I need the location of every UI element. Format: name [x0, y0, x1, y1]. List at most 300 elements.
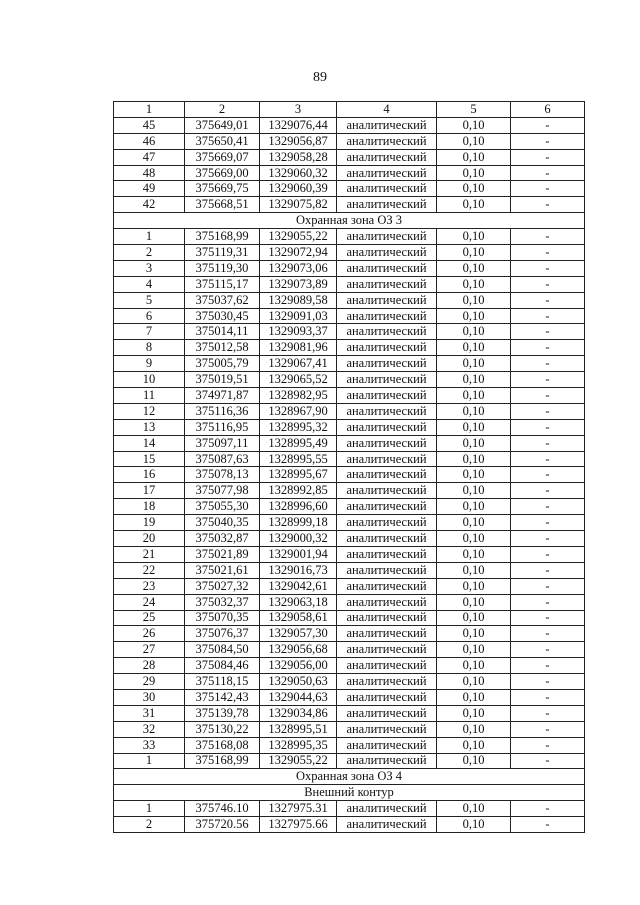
header-cell-2: 2 [185, 102, 260, 118]
accuracy-cell: 0,10 [437, 737, 511, 753]
point-number-cell: 32 [114, 721, 185, 737]
accuracy-cell: 0,10 [437, 292, 511, 308]
y-coordinate-cell: 1329058,28 [260, 149, 337, 165]
point-number-cell: 22 [114, 562, 185, 578]
table-row [114, 594, 585, 610]
y-coordinate-cell: 1328967,90 [260, 403, 337, 419]
accuracy-cell: 0,10 [437, 546, 511, 562]
method-cell: аналитический [337, 372, 437, 388]
point-number-cell: 45 [114, 117, 185, 133]
y-coordinate-cell: 1329073,89 [260, 276, 337, 292]
method-cell: аналитический [337, 229, 437, 245]
table-row [114, 435, 585, 451]
x-coordinate-cell: 375012,58 [185, 340, 260, 356]
note-cell: - [511, 292, 585, 308]
accuracy-cell: 0,10 [437, 689, 511, 705]
accuracy-cell: 0,10 [437, 276, 511, 292]
y-coordinate-cell: 1329055,22 [260, 229, 337, 245]
table-row [114, 229, 585, 245]
accuracy-cell: 0,10 [437, 467, 511, 483]
method-cell: аналитический [337, 149, 437, 165]
table-row [114, 260, 585, 276]
table-row [114, 705, 585, 721]
note-cell: - [511, 451, 585, 467]
x-coordinate-cell: 375027,32 [185, 578, 260, 594]
point-number-cell: 46 [114, 133, 185, 149]
accuracy-cell: 0,10 [437, 610, 511, 626]
point-number-cell: 19 [114, 515, 185, 531]
point-number-cell: 23 [114, 578, 185, 594]
y-coordinate-cell: 1327975.66 [260, 817, 337, 833]
point-number-cell: 28 [114, 658, 185, 674]
x-coordinate-cell: 375119,30 [185, 260, 260, 276]
y-coordinate-cell: 1328992,85 [260, 483, 337, 499]
x-coordinate-cell: 375668,51 [185, 197, 260, 213]
accuracy-cell: 0,10 [437, 483, 511, 499]
y-coordinate-cell: 1327975.31 [260, 801, 337, 817]
accuracy-cell: 0,10 [437, 372, 511, 388]
method-cell: аналитический [337, 117, 437, 133]
y-coordinate-cell: 1329067,41 [260, 356, 337, 372]
y-coordinate-cell: 1328995,67 [260, 467, 337, 483]
method-cell: аналитический [337, 276, 437, 292]
x-coordinate-cell: 375746.10 [185, 801, 260, 817]
table-row [114, 276, 585, 292]
method-cell: аналитический [337, 451, 437, 467]
note-cell: - [511, 499, 585, 515]
method-cell: аналитический [337, 419, 437, 435]
table-row [114, 467, 585, 483]
method-cell: аналитический [337, 181, 437, 197]
table-row [114, 721, 585, 737]
point-number-cell: 27 [114, 642, 185, 658]
point-number-cell: 6 [114, 308, 185, 324]
point-number-cell: 15 [114, 451, 185, 467]
note-cell: - [511, 388, 585, 404]
x-coordinate-cell: 375019,51 [185, 372, 260, 388]
note-cell: - [511, 181, 585, 197]
header-row [114, 102, 585, 118]
note-cell: - [511, 546, 585, 562]
point-number-cell: 1 [114, 753, 185, 769]
accuracy-cell: 0,10 [437, 245, 511, 261]
point-number-cell: 1 [114, 801, 185, 817]
y-coordinate-cell: 1329056,87 [260, 133, 337, 149]
note-cell: - [511, 594, 585, 610]
y-coordinate-cell: 1329058,61 [260, 610, 337, 626]
section-row [114, 785, 585, 801]
y-coordinate-cell: 1328982,95 [260, 388, 337, 404]
table-row [114, 578, 585, 594]
accuracy-cell: 0,10 [437, 149, 511, 165]
table-row [114, 801, 585, 817]
note-cell: - [511, 515, 585, 531]
table-row [114, 356, 585, 372]
accuracy-cell: 0,10 [437, 594, 511, 610]
y-coordinate-cell: 1328995,49 [260, 435, 337, 451]
method-cell: аналитический [337, 737, 437, 753]
x-coordinate-cell: 375720.56 [185, 817, 260, 833]
y-coordinate-cell: 1329076,44 [260, 117, 337, 133]
note-cell: - [511, 276, 585, 292]
note-cell: - [511, 133, 585, 149]
point-number-cell: 18 [114, 499, 185, 515]
note-cell: - [511, 737, 585, 753]
note-cell: - [511, 340, 585, 356]
accuracy-cell: 0,10 [437, 451, 511, 467]
note-cell: - [511, 721, 585, 737]
note-cell: - [511, 245, 585, 261]
x-coordinate-cell: 375130,22 [185, 721, 260, 737]
method-cell: аналитический [337, 340, 437, 356]
point-number-cell: 5 [114, 292, 185, 308]
method-cell: аналитический [337, 801, 437, 817]
table-row [114, 610, 585, 626]
method-cell: аналитический [337, 308, 437, 324]
x-coordinate-cell: 375142,43 [185, 689, 260, 705]
table-row [114, 451, 585, 467]
method-cell: аналитический [337, 546, 437, 562]
point-number-cell: 20 [114, 531, 185, 547]
table-row [114, 753, 585, 769]
table-row [114, 133, 585, 149]
accuracy-cell: 0,10 [437, 753, 511, 769]
note-cell: - [511, 674, 585, 690]
header-cell-6: 6 [511, 102, 585, 118]
method-cell: аналитический [337, 515, 437, 531]
y-coordinate-cell: 1329072,94 [260, 245, 337, 261]
method-cell: аналитический [337, 483, 437, 499]
note-cell: - [511, 705, 585, 721]
note-cell: - [511, 356, 585, 372]
x-coordinate-cell: 375116,95 [185, 419, 260, 435]
accuracy-cell: 0,10 [437, 388, 511, 404]
point-number-cell: 29 [114, 674, 185, 690]
note-cell: - [511, 403, 585, 419]
accuracy-cell: 0,10 [437, 531, 511, 547]
header-cell-1: 1 [114, 102, 185, 118]
point-number-cell: 33 [114, 737, 185, 753]
table-row [114, 324, 585, 340]
x-coordinate-cell: 375119,31 [185, 245, 260, 261]
y-coordinate-cell: 1329091,03 [260, 308, 337, 324]
x-coordinate-cell: 375077,98 [185, 483, 260, 499]
y-coordinate-cell: 1328999,18 [260, 515, 337, 531]
accuracy-cell: 0,10 [437, 403, 511, 419]
accuracy-cell: 0,10 [437, 705, 511, 721]
table-row [114, 149, 585, 165]
note-cell: - [511, 165, 585, 181]
x-coordinate-cell: 375005,79 [185, 356, 260, 372]
x-coordinate-cell: 375076,37 [185, 626, 260, 642]
x-coordinate-cell: 375032,87 [185, 531, 260, 547]
x-coordinate-cell: 375021,89 [185, 546, 260, 562]
point-number-cell: 21 [114, 546, 185, 562]
x-coordinate-cell: 375669,00 [185, 165, 260, 181]
point-number-cell: 9 [114, 356, 185, 372]
table-row [114, 372, 585, 388]
x-coordinate-cell: 375084,50 [185, 642, 260, 658]
table-row [114, 165, 585, 181]
note-cell: - [511, 229, 585, 245]
y-coordinate-cell: 1329081,96 [260, 340, 337, 356]
table-row [114, 117, 585, 133]
method-cell: аналитический [337, 721, 437, 737]
x-coordinate-cell: 375650,41 [185, 133, 260, 149]
point-number-cell: 42 [114, 197, 185, 213]
accuracy-cell: 0,10 [437, 562, 511, 578]
accuracy-cell: 0,10 [437, 515, 511, 531]
point-number-cell: 1 [114, 229, 185, 245]
method-cell: аналитический [337, 562, 437, 578]
x-coordinate-cell: 375055,30 [185, 499, 260, 515]
accuracy-cell: 0,10 [437, 674, 511, 690]
table-row [114, 642, 585, 658]
method-cell: аналитический [337, 435, 437, 451]
accuracy-cell: 0,10 [437, 626, 511, 642]
accuracy-cell: 0,10 [437, 578, 511, 594]
note-cell: - [511, 197, 585, 213]
table-row [114, 388, 585, 404]
y-coordinate-cell: 1329089,58 [260, 292, 337, 308]
y-coordinate-cell: 1329073,06 [260, 260, 337, 276]
x-coordinate-cell: 375084,46 [185, 658, 260, 674]
y-coordinate-cell: 1329075,82 [260, 197, 337, 213]
method-cell: аналитический [337, 499, 437, 515]
accuracy-cell: 0,10 [437, 260, 511, 276]
coordinates-table [113, 101, 585, 833]
method-cell: аналитический [337, 245, 437, 261]
accuracy-cell: 0,10 [437, 181, 511, 197]
note-cell: - [511, 117, 585, 133]
accuracy-cell: 0,10 [437, 721, 511, 737]
note-cell: - [511, 642, 585, 658]
x-coordinate-cell: 375021,61 [185, 562, 260, 578]
point-number-cell: 48 [114, 165, 185, 181]
note-cell: - [511, 483, 585, 499]
note-cell: - [511, 626, 585, 642]
point-number-cell: 2 [114, 245, 185, 261]
note-cell: - [511, 753, 585, 769]
point-number-cell: 16 [114, 467, 185, 483]
y-coordinate-cell: 1329055,22 [260, 753, 337, 769]
accuracy-cell: 0,10 [437, 817, 511, 833]
y-coordinate-cell: 1328995,51 [260, 721, 337, 737]
method-cell: аналитический [337, 388, 437, 404]
x-coordinate-cell: 374971,87 [185, 388, 260, 404]
method-cell: аналитический [337, 658, 437, 674]
note-cell: - [511, 689, 585, 705]
y-coordinate-cell: 1329001,94 [260, 546, 337, 562]
accuracy-cell: 0,10 [437, 419, 511, 435]
method-cell: аналитический [337, 642, 437, 658]
x-coordinate-cell: 375168,99 [185, 753, 260, 769]
table-row [114, 403, 585, 419]
table-row [114, 562, 585, 578]
note-cell: - [511, 562, 585, 578]
method-cell: аналитический [337, 578, 437, 594]
point-number-cell: 2 [114, 817, 185, 833]
x-coordinate-cell: 375669,07 [185, 149, 260, 165]
point-number-cell: 13 [114, 419, 185, 435]
table-row [114, 737, 585, 753]
method-cell: аналитический [337, 197, 437, 213]
table-row [114, 181, 585, 197]
note-cell: - [511, 419, 585, 435]
accuracy-cell: 0,10 [437, 435, 511, 451]
x-coordinate-cell: 375032,37 [185, 594, 260, 610]
x-coordinate-cell: 375139,78 [185, 705, 260, 721]
x-coordinate-cell: 375115,17 [185, 276, 260, 292]
y-coordinate-cell: 1329044,63 [260, 689, 337, 705]
table-row [114, 483, 585, 499]
method-cell: аналитический [337, 705, 437, 721]
y-coordinate-cell: 1329057,30 [260, 626, 337, 642]
table-row [114, 531, 585, 547]
method-cell: аналитический [337, 467, 437, 483]
x-coordinate-cell: 375097,11 [185, 435, 260, 451]
x-coordinate-cell: 375037,62 [185, 292, 260, 308]
accuracy-cell: 0,10 [437, 642, 511, 658]
note-cell: - [511, 372, 585, 388]
point-number-cell: 12 [114, 403, 185, 419]
y-coordinate-cell: 1329056,68 [260, 642, 337, 658]
note-cell: - [511, 467, 585, 483]
y-coordinate-cell: 1328995,35 [260, 737, 337, 753]
header-cell-3: 3 [260, 102, 337, 118]
method-cell: аналитический [337, 165, 437, 181]
point-number-cell: 47 [114, 149, 185, 165]
note-cell: - [511, 610, 585, 626]
note-cell: - [511, 324, 585, 340]
table-row [114, 515, 585, 531]
table-row [114, 499, 585, 515]
section-title: Внешний контур [114, 785, 585, 801]
y-coordinate-cell: 1328995,32 [260, 419, 337, 435]
section-title: Охранная зона ОЗ 3 [114, 213, 585, 229]
y-coordinate-cell: 1329034,86 [260, 705, 337, 721]
note-cell: - [511, 817, 585, 833]
table-row [114, 308, 585, 324]
method-cell: аналитический [337, 626, 437, 642]
y-coordinate-cell: 1329065,52 [260, 372, 337, 388]
table-row [114, 658, 585, 674]
x-coordinate-cell: 375168,08 [185, 737, 260, 753]
x-coordinate-cell: 375014,11 [185, 324, 260, 340]
table-row [114, 197, 585, 213]
method-cell: аналитический [337, 133, 437, 149]
method-cell: аналитический [337, 403, 437, 419]
accuracy-cell: 0,10 [437, 165, 511, 181]
method-cell: аналитический [337, 531, 437, 547]
point-number-cell: 26 [114, 626, 185, 642]
point-number-cell: 24 [114, 594, 185, 610]
accuracy-cell: 0,10 [437, 308, 511, 324]
x-coordinate-cell: 375669,75 [185, 181, 260, 197]
y-coordinate-cell: 1329016,73 [260, 562, 337, 578]
point-number-cell: 4 [114, 276, 185, 292]
point-number-cell: 49 [114, 181, 185, 197]
note-cell: - [511, 435, 585, 451]
point-number-cell: 14 [114, 435, 185, 451]
header-cell-5: 5 [437, 102, 511, 118]
table-row [114, 626, 585, 642]
accuracy-cell: 0,10 [437, 340, 511, 356]
accuracy-cell: 0,10 [437, 499, 511, 515]
table-row [114, 674, 585, 690]
section-title: Охранная зона ОЗ 4 [114, 769, 585, 785]
table-row [114, 419, 585, 435]
y-coordinate-cell: 1329050,63 [260, 674, 337, 690]
table-row [114, 546, 585, 562]
x-coordinate-cell: 375087,63 [185, 451, 260, 467]
accuracy-cell: 0,10 [437, 658, 511, 674]
point-number-cell: 25 [114, 610, 185, 626]
point-number-cell: 17 [114, 483, 185, 499]
accuracy-cell: 0,10 [437, 197, 511, 213]
y-coordinate-cell: 1328996,60 [260, 499, 337, 515]
x-coordinate-cell: 375030,45 [185, 308, 260, 324]
accuracy-cell: 0,10 [437, 133, 511, 149]
y-coordinate-cell: 1329060,32 [260, 165, 337, 181]
method-cell: аналитический [337, 753, 437, 769]
note-cell: - [511, 578, 585, 594]
note-cell: - [511, 658, 585, 674]
method-cell: аналитический [337, 260, 437, 276]
table-body [114, 102, 585, 833]
x-coordinate-cell: 375040,35 [185, 515, 260, 531]
point-number-cell: 11 [114, 388, 185, 404]
method-cell: аналитический [337, 817, 437, 833]
method-cell: аналитический [337, 674, 437, 690]
x-coordinate-cell: 375118,15 [185, 674, 260, 690]
x-coordinate-cell: 375070,35 [185, 610, 260, 626]
accuracy-cell: 0,10 [437, 356, 511, 372]
y-coordinate-cell: 1329042,61 [260, 578, 337, 594]
method-cell: аналитический [337, 594, 437, 610]
x-coordinate-cell: 375116,36 [185, 403, 260, 419]
table-row [114, 292, 585, 308]
note-cell: - [511, 308, 585, 324]
point-number-cell: 30 [114, 689, 185, 705]
point-number-cell: 10 [114, 372, 185, 388]
table-row [114, 817, 585, 833]
note-cell: - [511, 531, 585, 547]
page-number: 89 [313, 70, 327, 85]
point-number-cell: 3 [114, 260, 185, 276]
method-cell: аналитический [337, 356, 437, 372]
section-row [114, 769, 585, 785]
y-coordinate-cell: 1329063,18 [260, 594, 337, 610]
accuracy-cell: 0,10 [437, 324, 511, 340]
method-cell: аналитический [337, 610, 437, 626]
table-row [114, 340, 585, 356]
section-row [114, 213, 585, 229]
x-coordinate-cell: 375078,13 [185, 467, 260, 483]
point-number-cell: 7 [114, 324, 185, 340]
accuracy-cell: 0,10 [437, 801, 511, 817]
accuracy-cell: 0,10 [437, 117, 511, 133]
y-coordinate-cell: 1329056,00 [260, 658, 337, 674]
y-coordinate-cell: 1329093,37 [260, 324, 337, 340]
y-coordinate-cell: 1328995,55 [260, 451, 337, 467]
header-cell-4: 4 [337, 102, 437, 118]
method-cell: аналитический [337, 689, 437, 705]
method-cell: аналитический [337, 292, 437, 308]
y-coordinate-cell: 1329000,32 [260, 531, 337, 547]
x-coordinate-cell: 375168,99 [185, 229, 260, 245]
point-number-cell: 31 [114, 705, 185, 721]
